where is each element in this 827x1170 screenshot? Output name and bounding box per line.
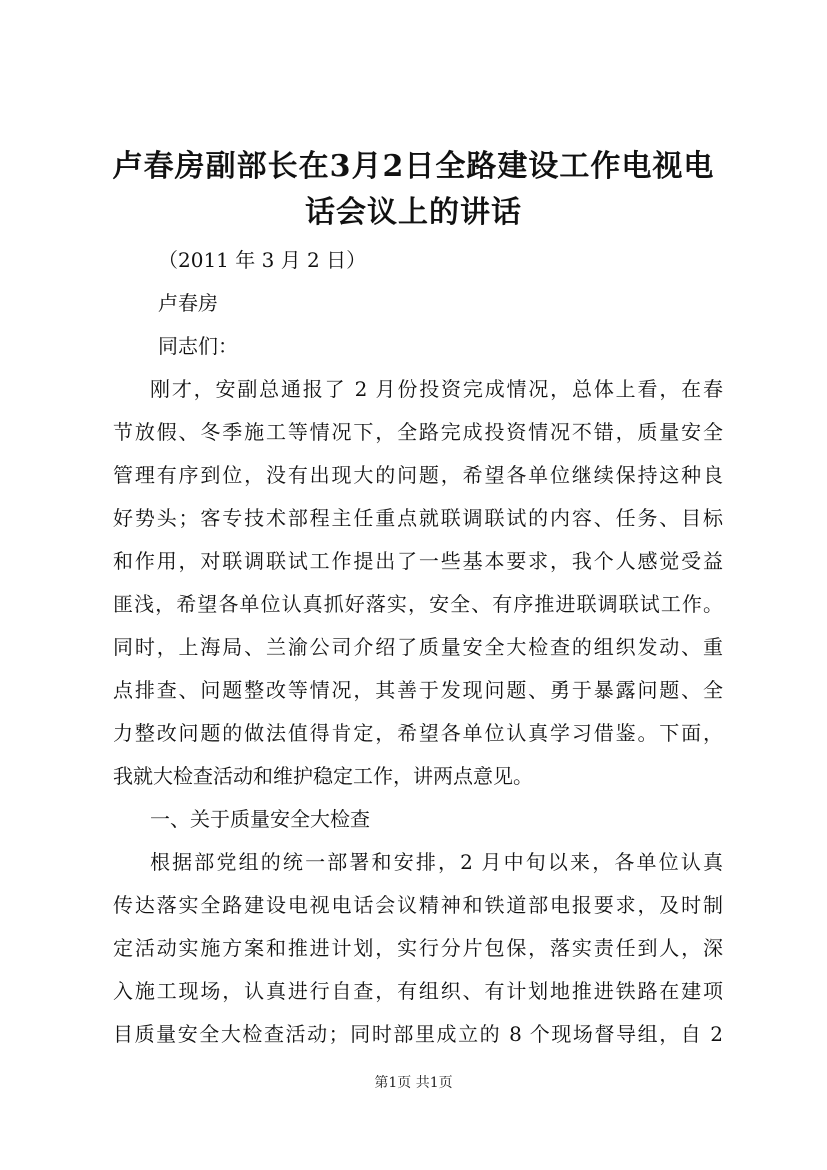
paragraph-line: 我就大检查活动和维护稳定工作，讲两点意见。 — [113, 764, 533, 788]
speech-date: （2011 年 3 月 2 日） — [158, 248, 367, 272]
paragraph-line: 刚才，安副总通报了 2 月份投资完成情况，总体上看，在春 — [150, 377, 723, 401]
title-line-2: 话会议上的讲话 — [305, 195, 522, 230]
document-title — [60, 144, 767, 236]
paragraph-line: 根据部党组的统一部署和安排，2 月中旬以来，各单位认真 — [150, 850, 723, 874]
paragraph-line: 管理有序到位，没有出现大的问题，希望各单位继续保持这种良 — [113, 463, 723, 487]
paragraph-line: 节放假、冬季施工等情况下，全路完成投资情况不错，质量安全 — [113, 420, 723, 444]
paragraph-line: 入施工现场，认真进行自查，有组织、有计划地推进铁路在建项 — [113, 979, 723, 1003]
paragraph-line: 定活动实施方案和推进计划，实行分片包保，落实责任到人，深 — [113, 936, 723, 960]
paragraph-line: 和作用，对联调联试工作提出了一些基本要求，我个人感觉受益 — [113, 549, 723, 573]
paragraph-line: 匪浅，希望各单位认真抓好落实，安全、有序推进联调联试工作。 — [113, 592, 723, 616]
paragraph-line: 力整改问题的做法值得肯定，希望各单位认真学习借鉴。下面， — [113, 721, 723, 745]
paragraph-line: 同时，上海局、兰渝公司介绍了质量安全大检查的组织发动、重 — [113, 635, 723, 659]
paragraph-line: 目质量安全大检查活动；同时部里成立的 8 个现场督导组，自 2 — [113, 1022, 723, 1046]
page-footer: 第1页 共1页 — [374, 1075, 453, 1091]
section-heading: 一、关于质量安全大检查 — [150, 807, 370, 831]
paragraph-line: 传达落实全路建设电视电话会议精神和铁道部电报要求，及时制 — [113, 893, 723, 917]
paragraph-line: 点排查、问题整改等情况，其善于发现问题、勇于暴露问题、全 — [113, 678, 723, 702]
title-line-1: 卢春房副部长在3月2日全路建设工作电视电 — [112, 149, 715, 184]
salutation: 同志们： — [158, 334, 238, 358]
speech-author: 卢春房 — [158, 291, 218, 315]
paragraph-line: 好势头；客专技术部程主任重点就联调联试的内容、任务、目标 — [113, 506, 723, 530]
